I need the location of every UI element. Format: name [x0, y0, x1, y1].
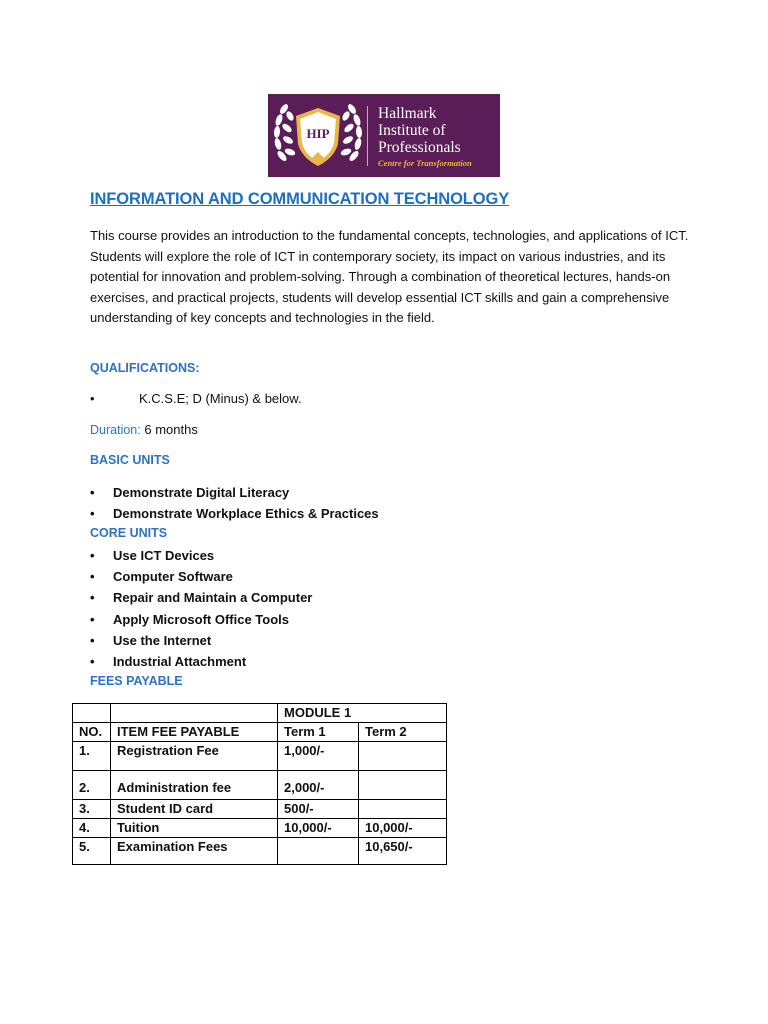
course-description: This course provides an introduction to the fundamental concepts, technologies, and applications of ICT. Students will explore the role of ICT in contemporary society, its impact on various industries, and its potential for innovation and problem-solving. Through a combination of theoretical lectures, hands-on exercises, and practical projects, students will develop essential ICT skills and gain a comprehensive understanding of key concepts and technologies in the field.: [90, 228, 689, 325]
duration-value: 6 months: [144, 422, 198, 437]
row-term1: 10,000/-: [278, 819, 359, 838]
row-item: Student ID card: [111, 800, 278, 819]
list-item: • Demonstrate Workplace Ethics & Practices: [90, 503, 379, 524]
row-term2: 10,650/-: [359, 838, 447, 865]
logo-divider: [367, 106, 368, 166]
qualification-item: K.C.S.E; D (Minus) & below.: [139, 391, 302, 406]
column-header: ITEM FEE PAYABLE: [111, 723, 278, 742]
table-row: [73, 704, 447, 723]
column-header: Term 2: [359, 723, 447, 742]
logo-name: [378, 105, 461, 156]
core-units-heading: CORE UNITS: [90, 526, 168, 540]
table-header-row: [73, 723, 447, 742]
row-number: 4.: [73, 819, 111, 838]
fees-table: [72, 703, 447, 865]
row-term1: 500/-: [278, 800, 359, 819]
logo-name-line3: Professionals: [378, 139, 461, 156]
row-item: Registration Fee: [111, 742, 278, 771]
list-item: • Use ICT Devices: [90, 545, 312, 566]
row-item: Administration fee: [111, 771, 278, 800]
column-header: NO.: [73, 723, 111, 742]
list-item: • Demonstrate Digital Literacy: [90, 482, 379, 503]
module-header: MODULE 1: [278, 704, 447, 723]
table-row: [73, 819, 447, 838]
institute-logo: [268, 94, 500, 177]
column-header: Term 1: [278, 723, 359, 742]
table-row: [73, 771, 447, 800]
list-item: • Industrial Attachment: [90, 651, 312, 672]
logo-name-line2: Institute of: [378, 122, 446, 139]
qualifications-heading: QUALIFICATIONS:: [90, 361, 200, 375]
duration-line: [90, 422, 198, 437]
logo-name-line1: Hallmark: [378, 105, 437, 122]
table-row: [73, 800, 447, 819]
row-term2: 10,000/-: [359, 819, 447, 838]
logo-badge: HIP: [306, 126, 330, 141]
fees-heading: FEES PAYABLE: [90, 674, 183, 688]
basic-units-list: [90, 482, 379, 524]
table-cell: [73, 704, 111, 723]
list-item: • Use the Internet: [90, 630, 312, 651]
table-cell: [111, 704, 278, 723]
core-units-list: [90, 545, 312, 672]
row-term1: 2,000/-: [278, 771, 359, 800]
list-item: • Apply Microsoft Office Tools: [90, 609, 312, 630]
row-number: 3.: [73, 800, 111, 819]
qualification-bullet: •: [90, 391, 95, 406]
duration-label: Duration:: [90, 423, 141, 437]
row-number: 1.: [73, 742, 111, 771]
row-number: 5.: [73, 838, 111, 865]
table-row: [73, 742, 447, 771]
row-term1: 1,000/-: [278, 742, 359, 771]
row-term2: [359, 742, 447, 771]
row-item: Examination Fees: [111, 838, 278, 865]
basic-units-heading: BASIC UNITS: [90, 453, 170, 467]
row-number: 2.: [73, 771, 111, 800]
row-term1: [278, 838, 359, 865]
table-row: [73, 838, 447, 865]
list-item: • Computer Software: [90, 566, 312, 587]
list-item: • Repair and Maintain a Computer: [90, 587, 312, 608]
row-item: Tuition: [111, 819, 278, 838]
course-title: INFORMATION AND COMMUNICATION TECHNOLOGY: [90, 190, 510, 208]
row-term2: [359, 771, 447, 800]
row-term2: [359, 800, 447, 819]
logo-tagline: Centre for Transformation: [378, 158, 472, 168]
